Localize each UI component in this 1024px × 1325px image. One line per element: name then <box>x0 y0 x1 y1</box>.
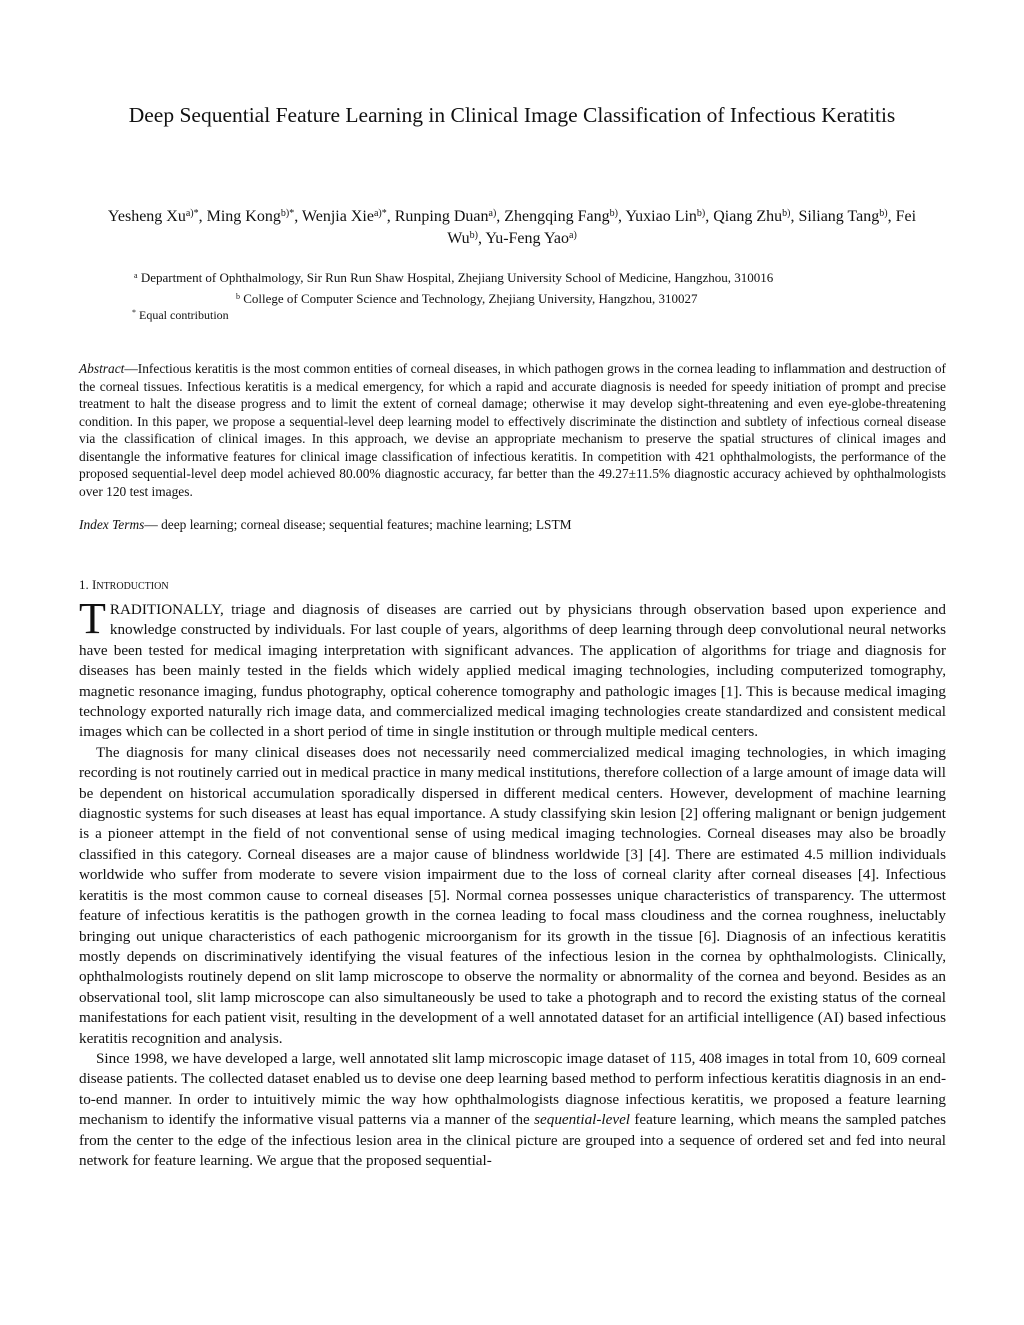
paragraph-3 <box>79 1049 946 1171</box>
author-name: Yesheng Xu <box>107 208 186 225</box>
author-affiliation-mark: b) <box>696 208 706 219</box>
paragraph-3-text-b: feature learning, which means the sampled patches from the center to the edge of the infectious lesion area in the clinical picture are grouped into a sequence of ordered set and fed into neural network for feature learning. We argue that the proposed sequential- <box>79 1111 946 1169</box>
author-affiliation-mark: b) <box>879 208 888 219</box>
section-number: 1. <box>79 577 92 592</box>
section-heading-introduction <box>79 576 169 595</box>
introduction-body <box>79 594 946 1171</box>
author-name: Qiang Zhu <box>713 208 783 225</box>
index-terms-text: — deep learning; corneal disease; sequential features; machine learning; LSTM <box>144 517 572 532</box>
abstract-text: —Infectious keratitis is the most common entities of corneal diseases, in which pathogen grows in the cornea leading to inflammation and destruction of the corneal tissues. Infectious keratitis is a medical emergency, for which a rapid and accurate diagnosis is needed for speedy initiation of prompt and precise treatment to halt the disease progress and to limit the extent of corneal damage; otherwise it may develop sight-threatening and even eye-globe-threatening condition. In this paper, we propose a sequential-level deep learning model to effectively discriminate the distinction and subtlety of infectious corneal disease via the classification of clinical images. In this approach, we devise an appropriate mechanism to preserve the spatial structures of clinical images and disentangle the informative features for clinical image classification of infectious keratitis. In competition with 421 ophthalmologists, the performance of the proposed sequential-level deep model achieved 80.00% diagnostic accuracy, far better than the 49.27±11.5% diagnostic accuracy achieved by ophthalmologists over 120 test images. <box>79 361 946 499</box>
author-affiliation-mark: a)* <box>185 208 199 219</box>
drop-cap: T <box>79 594 106 643</box>
author-name: Yuxiao Lin <box>625 208 697 225</box>
author-name: Zhengqing Fang <box>504 208 610 225</box>
author-name: Runping Duan <box>394 208 489 225</box>
affiliation-mark: b <box>236 292 240 301</box>
author-name: Wenjia Xie <box>301 208 374 225</box>
section-title-rest: NTRODUCTION <box>96 581 169 592</box>
abstract <box>79 360 946 500</box>
paragraph-3-italic: sequential-level <box>534 1111 630 1129</box>
affiliation-text: College of Computer Science and Technology, Zhejiang University, Hangzhou, 310027 <box>243 291 698 306</box>
equal-contribution-mark: * <box>132 308 136 317</box>
author-affiliation-mark: b) <box>469 230 479 241</box>
affiliation-mark: a <box>134 271 138 280</box>
paragraph-1-caps: RADITIONALLY <box>109 601 220 618</box>
author-affiliation-mark: a) <box>569 230 577 241</box>
author-affiliation-mark: a) <box>488 208 497 219</box>
affiliation-text: Department of Ophthalmology, Sir Run Run Shaw Hospital, Zhejiang University School of Medicine, Hangzhou, 310016 <box>140 270 774 285</box>
author-name: Yu-Feng Yao <box>485 230 569 247</box>
paragraph-1 <box>79 594 946 743</box>
abstract-label: Abstract <box>79 361 125 376</box>
equal-contribution-note <box>132 307 229 324</box>
author-affiliation-mark: b) <box>782 208 791 219</box>
section-title-initial: I <box>92 577 97 592</box>
author-affiliation-mark: b)* <box>280 208 295 219</box>
paragraph-3-text-a: Since 1998, we have developed a large, well annotated slit lamp microscopic image dataset of 115, 408 images in total from 10, 609 corneal disease patients. The collected dataset enabled us to devise one deep learning based method to perform infectious keratitis diagnosis in an end-to-end manner. In order to intuitively mimic the way how ophthalmologists diagnose infectious keratitis, we proposed a feature learning mechanism to identify the informative visual patterns via a manner of the <box>79 1049 946 1129</box>
author-name: Siliang Tang <box>798 208 880 225</box>
index-terms <box>79 516 946 534</box>
author-affiliation-mark: a)* <box>373 208 387 219</box>
index-terms-label: Index Terms <box>79 517 145 532</box>
paragraph-2: The diagnosis for many clinical diseases does not necessarily need commercialized medical imaging technologies, in which imaging recording is not routinely carried out in medical practice in many medical institutions, therefore collection of a large amount of image data will be dependent on historical accumulation sporadically dispersed in different medical centers. However, development of machine learning diagnostic systems for such diseases at least has equal importance. A study classifying skin lesion [2] offering malignant or benign judgement is a pioneer attempt in the field of not conventional sense of using medical imaging technologies. Corneal diseases may also be broadly classified in this category. Corneal diseases are a major cause of blindness worldwide [3] [4]. There are estimated 4.5 million individuals worldwide who suffer from moderate to severe vision impairment due to the loss of corneal clarity after corneal diseases [4]. Infectious keratitis is the most common cause to corneal diseases [5]. Normal cornea possesses unique characteristics of transparency. The uttermost feature of infectious keratitis is the pathogen growth in the cornea leading to focal mass cloudiness and the cornea roughness, ineluctably bringing out unique characteristics of each pathogenic microorganism for its growth in the tissue [6]. Diagnosis of an infectious keratitis mostly depends on discriminatively identifying the visual features of the infectious lesion in the cornea by ophthalmologists. Clinically, ophthalmologists routinely depend on slit lamp microscope to observe the normality or abnormality of the cornea and beyond. Besides as an observational tool, slit lamp microscope can also simultaneously be used to take a photograph and to record the existing status of the corneal manifestations for each patient visit, resulting in the development of a well annotated dataset for an artificial intelligence (AI) based infectious keratitis recognition and analysis. <box>79 743 946 1047</box>
author-name: Fei Wu <box>447 208 917 247</box>
author-list: Yesheng $Xu^{a)*}$, Ming Kong$^{b)*}$, Wenjia Xie$^{a)*}$, Runping Duan$^{a)}$, Zhengqing Fang$^{b)}$, Yuxiao Lin$^{b)}$, Qiang Zhu$^{b)}$, Siliang Tang$^{b)}$, Fei Wu$^{b)}$, Yu-Feng Yao$^{a)}$ <box>107 208 917 247</box>
affiliation-b <box>236 290 697 307</box>
paragraph-1-text: , triage and diagnosis of diseases are carried out by physicians through observation based upon experience and knowledge constructed by individuals. For last couple of years, algorithms of deep learning through deep convolutional neural networks have been tested for medical imaging interpretation with significant advances. The application of algorithms for triage and diagnosis for diseases has been mainly tested in the fields which widely applied medical imaging technologies, including computerized tomography, magnetic resonance imaging, fundus photography, optical coherence tomography and pathologic images [1]. This is because medical imaging technology exported naturally rich image data, and commercialized medical imaging technologies create standardized and consistent medical images which can be collected in a short period of time in single institution or through multiple medical centers. <box>79 601 946 741</box>
author-affiliation-mark: b) <box>609 208 618 219</box>
affiliation-a <box>134 269 773 286</box>
paper-title: Deep Sequential Feature Learning in Clinical Image Classification of Infectious Keratitis <box>128 103 896 127</box>
equal-contribution-text: Equal contribution <box>139 308 229 322</box>
author-name: Ming Kong <box>206 208 281 225</box>
